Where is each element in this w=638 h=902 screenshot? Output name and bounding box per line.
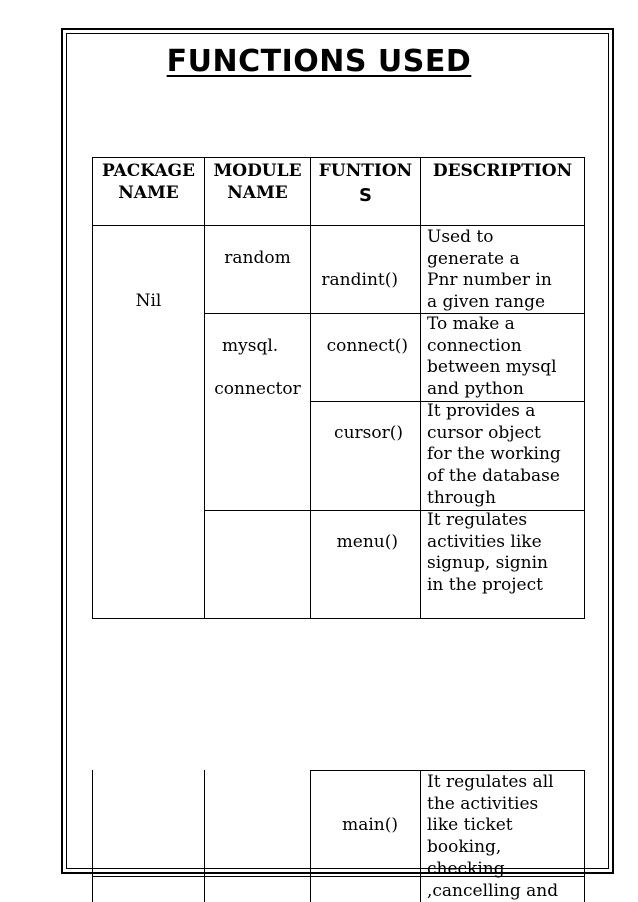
module-name-cell: random [224, 248, 291, 268]
column-divider [420, 770, 421, 902]
page-title: FUNCTIONS USED [166, 44, 472, 79]
column-divider [204, 770, 205, 902]
header-description: DESCRIPTION [432, 161, 573, 181]
function-name-cell: main() [342, 815, 398, 835]
description-cell: To make a connection between mysql and python [427, 314, 557, 400]
function-name-cell: cursor() [334, 423, 403, 443]
column-divider [92, 770, 93, 902]
function-name-cell: menu() [336, 532, 398, 552]
description-cell: It provides a cursor object for the working of the database through [427, 401, 561, 508]
description-cell: It regulates activities like signup, signin in the project [427, 510, 549, 596]
function-name-cell: randint() [321, 270, 398, 290]
description-cell: Used to generate a Pnr number in a given range [427, 227, 552, 313]
module-name-cell: mysql. [222, 336, 279, 356]
table-border-top [92, 157, 585, 158]
table-header-divider [92, 225, 585, 226]
column-divider [420, 157, 421, 619]
module-name-cell: connector [214, 379, 301, 399]
package-name-cell: Nil [135, 291, 162, 311]
function-name-cell: connect() [326, 336, 408, 356]
column-divider [92, 157, 93, 619]
column-divider [584, 770, 585, 902]
header-functions: FUNTION S [318, 161, 413, 206]
column-divider [584, 157, 585, 619]
table-border-bottom [92, 618, 585, 619]
header-package-name: PACKAGE NAME [101, 161, 196, 203]
header-module-name: MODULE NAME [213, 161, 302, 203]
row-divider [310, 770, 585, 771]
description-cell: It regulates all the activities like ticket booking, checking ,cancelling and [427, 772, 559, 901]
